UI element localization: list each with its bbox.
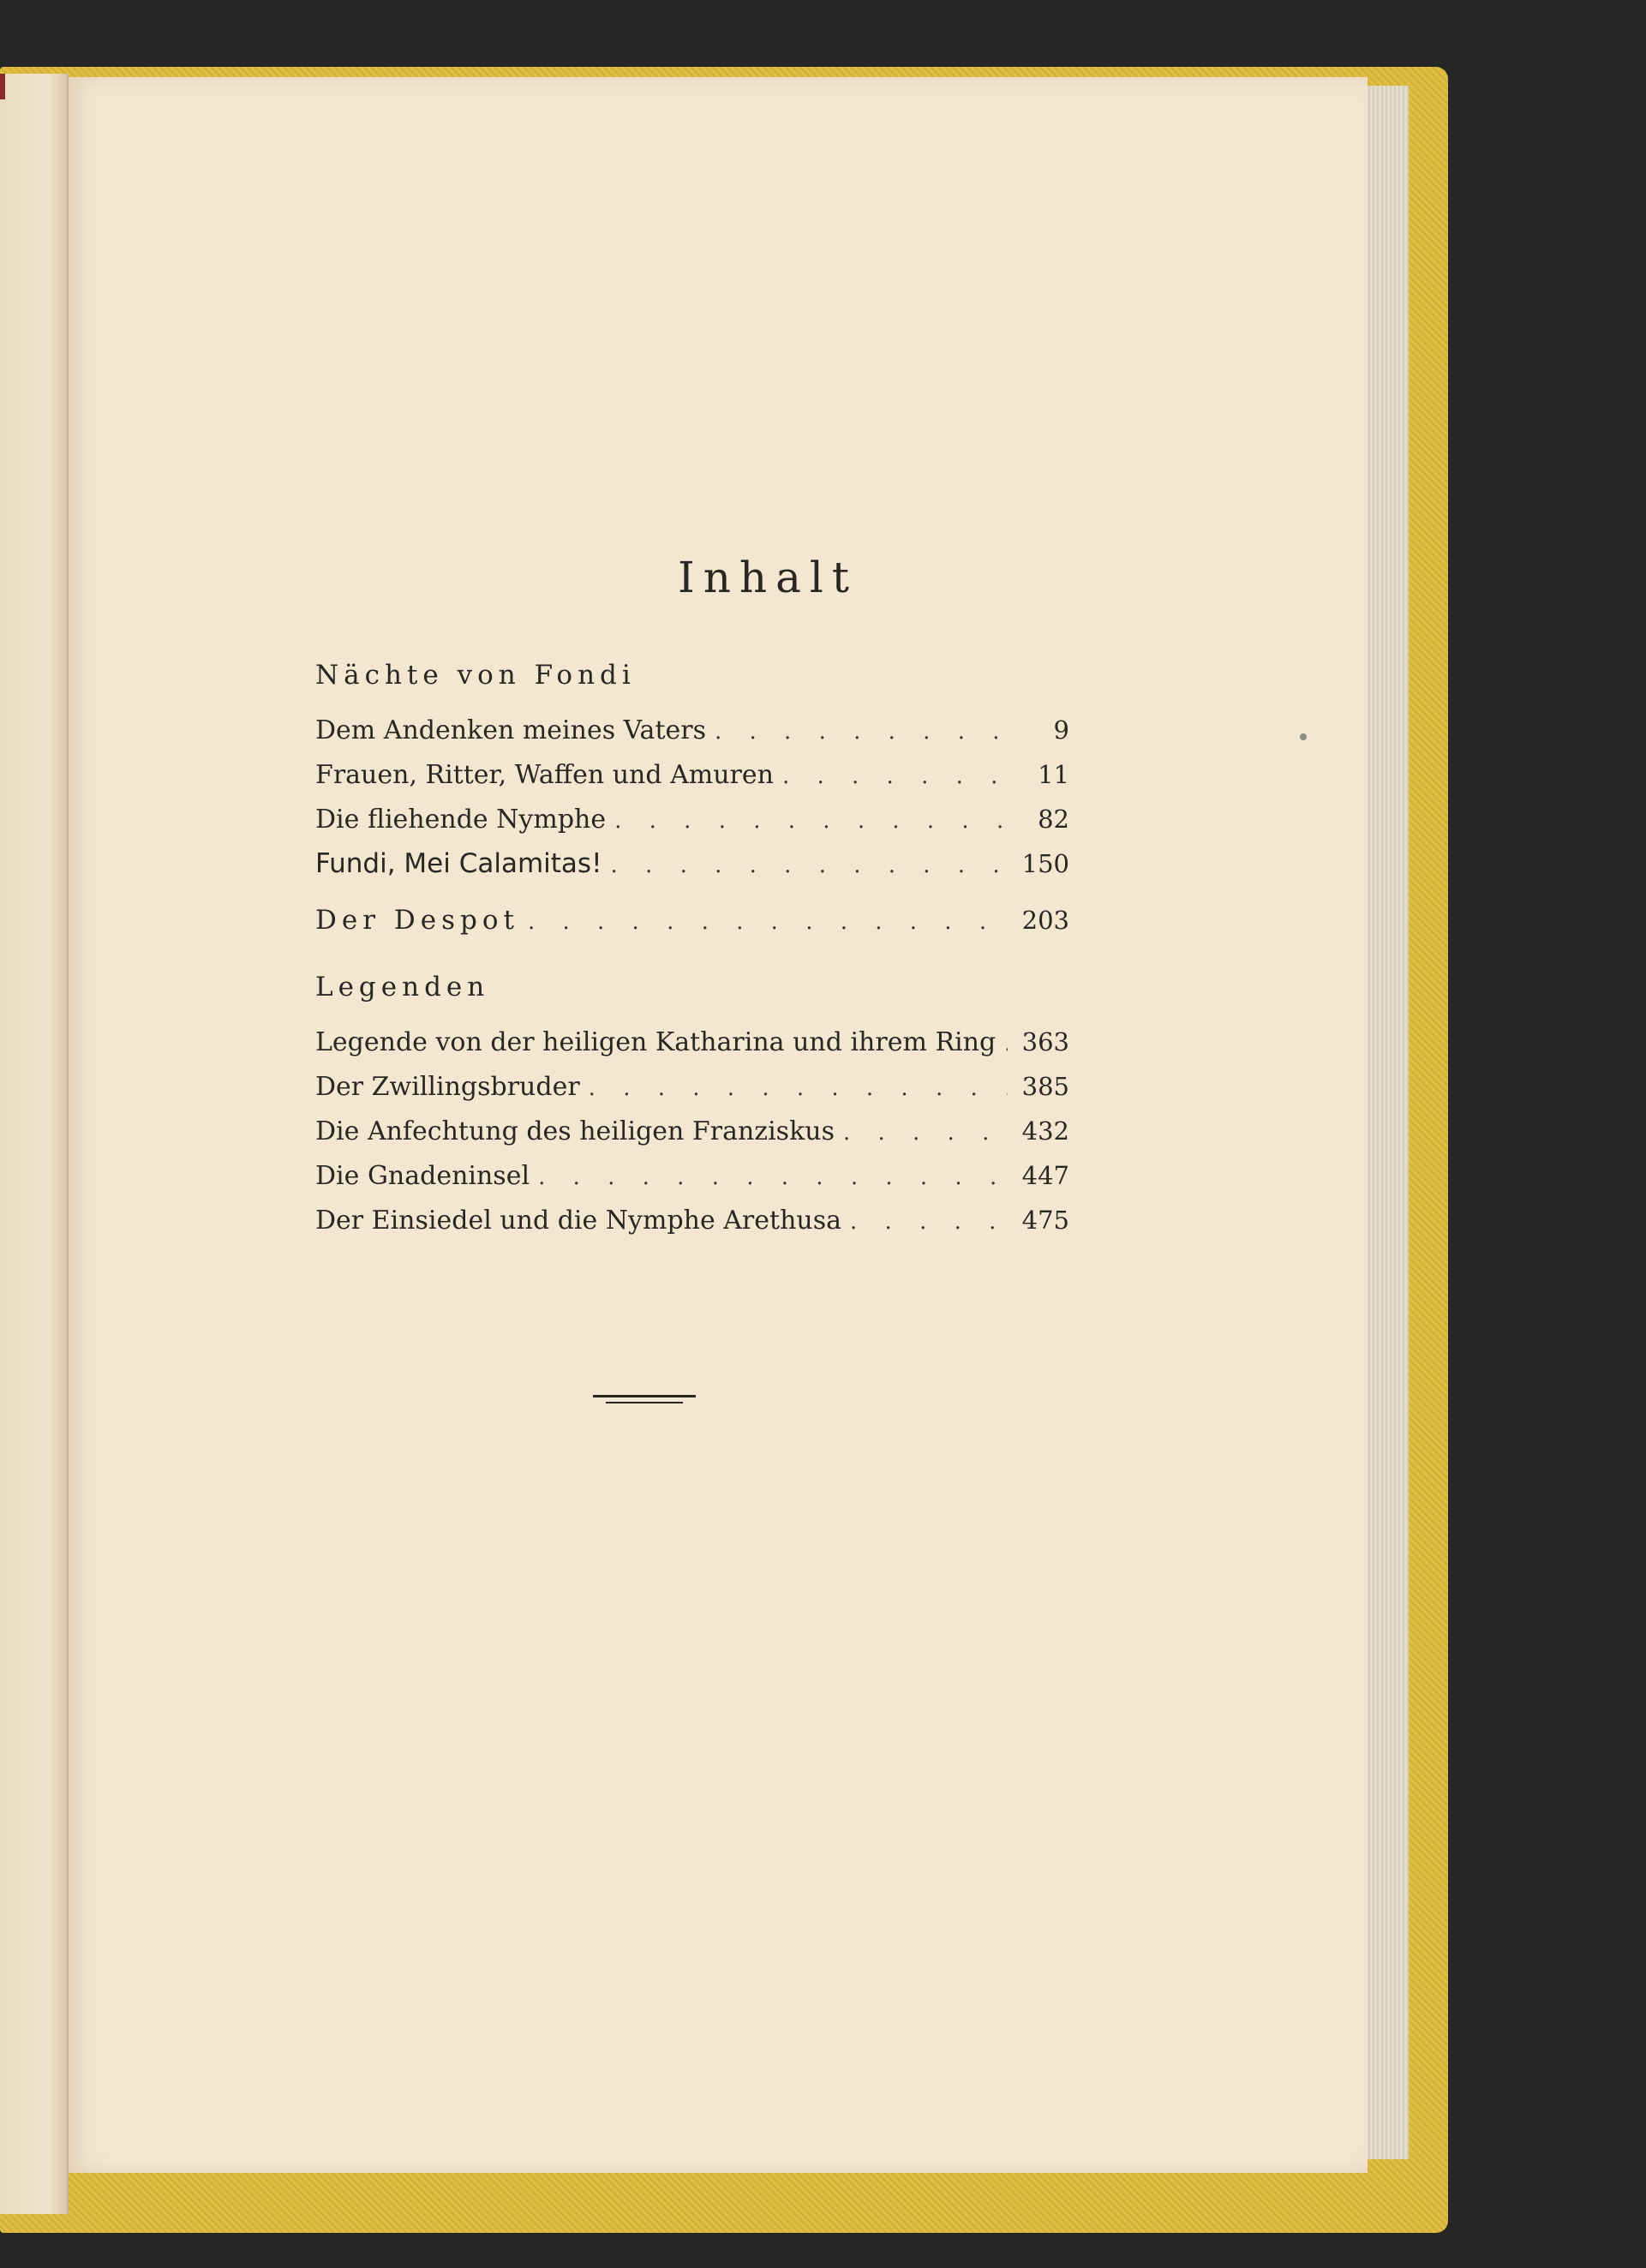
table-of-contents-page bbox=[69, 77, 1368, 2173]
entry-title: Frauen, Ritter, Waffen und Amuren bbox=[315, 760, 774, 790]
left-page-edge bbox=[0, 74, 69, 2214]
section-title: Nächte von Fondi bbox=[315, 660, 636, 691]
page-number: 203 bbox=[1021, 906, 1069, 935]
entry-title: Die Gnadeninsel bbox=[315, 1161, 530, 1191]
toc-entry bbox=[315, 797, 1069, 841]
page-number: 475 bbox=[1021, 1206, 1069, 1235]
toc-entry bbox=[315, 708, 1069, 752]
dot-leader bbox=[843, 1110, 1008, 1155]
dot-leader bbox=[538, 1155, 1008, 1200]
entry-title: Der Despot bbox=[315, 905, 519, 936]
page-number: 363 bbox=[1021, 1027, 1069, 1056]
page-number: 447 bbox=[1021, 1161, 1069, 1190]
toc-entry bbox=[315, 1064, 1069, 1109]
section-title: Legenden bbox=[315, 972, 490, 1002]
dot-leader bbox=[782, 754, 1008, 799]
entry-title: Die Anfechtung des heiligen Franziskus bbox=[315, 1116, 835, 1146]
table-of-contents bbox=[315, 649, 1069, 1242]
dot-leader bbox=[1004, 1021, 1008, 1066]
toc-entry bbox=[315, 841, 1069, 886]
entry-title: Der Zwillingsbruder bbox=[315, 1072, 580, 1102]
dot-leader bbox=[528, 900, 1008, 944]
page-number: 9 bbox=[1053, 715, 1069, 745]
toc-entry bbox=[315, 1198, 1069, 1242]
paper-speck bbox=[1300, 733, 1307, 740]
entry-title: Legende von der heiligen Katharina und ihrem Ring bbox=[315, 1027, 997, 1057]
dot-leader bbox=[715, 709, 1008, 754]
dot-leader bbox=[614, 799, 1008, 843]
page-number: 82 bbox=[1038, 805, 1069, 834]
toc-entry bbox=[315, 898, 1069, 943]
toc-entry bbox=[315, 1109, 1069, 1153]
entry-title: Der Einsiedel und die Nymphe Arethusa bbox=[315, 1206, 842, 1236]
dot-leader bbox=[850, 1200, 1008, 1244]
entry-title: Die fliehende Nymphe bbox=[315, 805, 607, 835]
page-number: 11 bbox=[1038, 760, 1069, 789]
toc-entry bbox=[315, 1020, 1069, 1064]
page-number: 432 bbox=[1021, 1116, 1069, 1146]
page-number: 150 bbox=[1021, 849, 1069, 878]
toc-entry bbox=[315, 1153, 1069, 1198]
end-ornament-rule bbox=[593, 1395, 696, 1403]
page-heading: Inhalt bbox=[677, 553, 859, 602]
entry-title: Fundi, Mei Calamitas! bbox=[315, 848, 602, 879]
spine-mark bbox=[0, 74, 5, 99]
page-number: 385 bbox=[1021, 1072, 1069, 1101]
entry-title: Dem Andenken meines Vaters bbox=[315, 715, 706, 745]
dot-leader bbox=[611, 843, 1008, 888]
toc-entry bbox=[315, 752, 1069, 797]
page-edges bbox=[1361, 86, 1409, 2159]
dot-leader bbox=[589, 1066, 1008, 1110]
